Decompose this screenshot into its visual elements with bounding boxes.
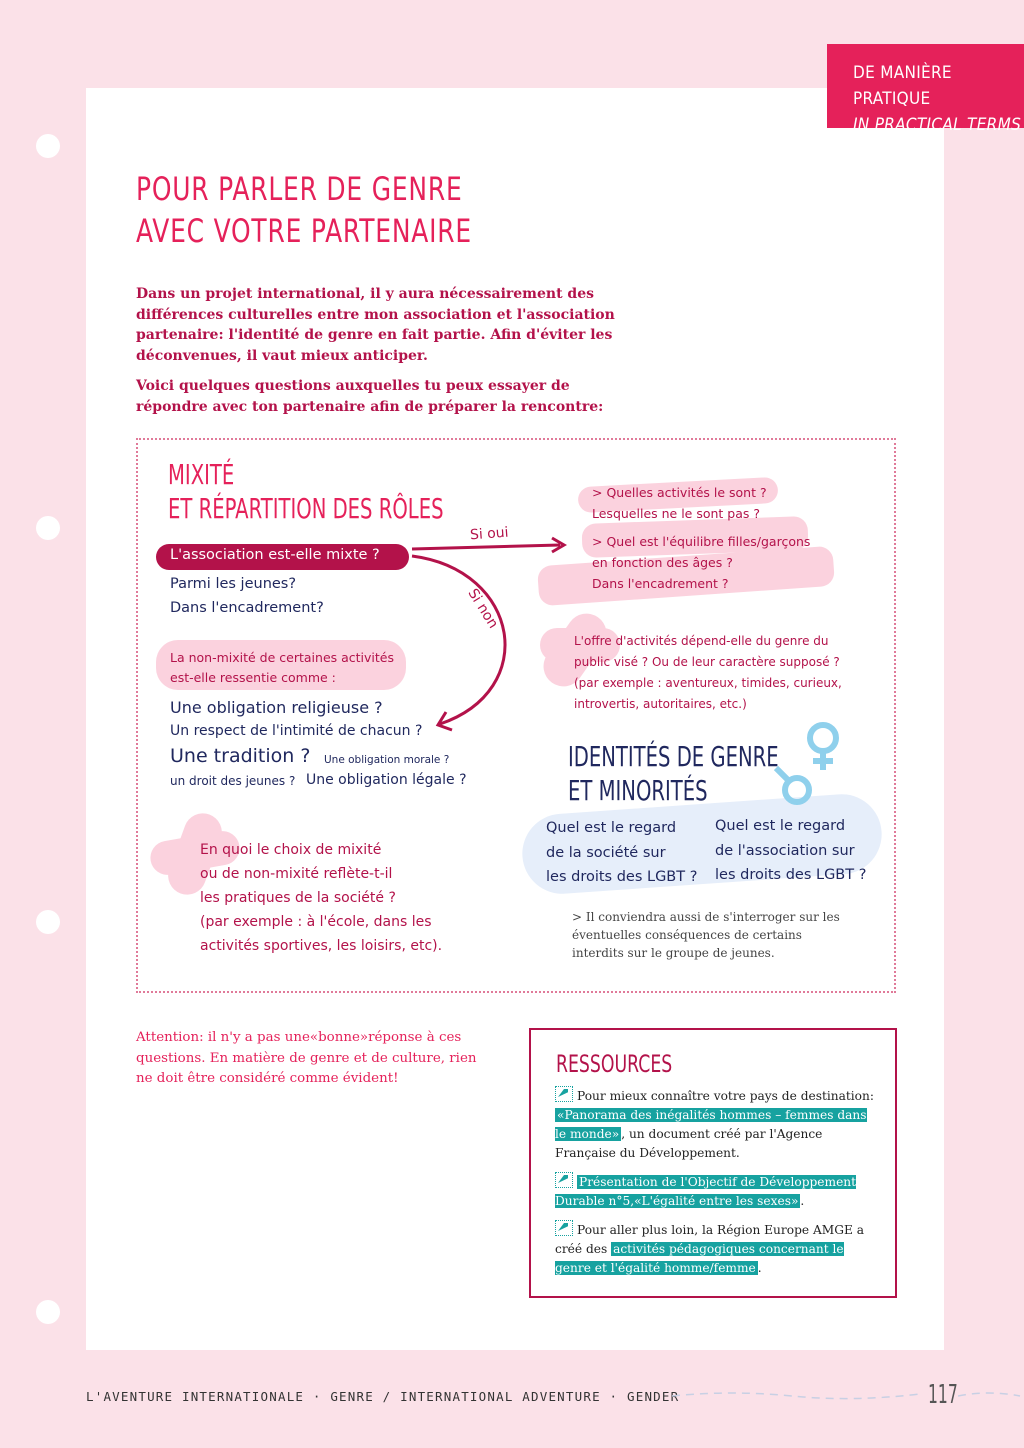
arrow-si-non xyxy=(412,556,505,724)
regard-societe-line1: Quel est le regard xyxy=(546,820,677,836)
page-footer: L'AVENTURE INTERNATIONALE · GENRE / INTERNATIONAL ADVENTURE · GENDER xyxy=(86,1389,680,1404)
nonmixite-line2: est-elle ressentie comme : xyxy=(170,670,336,685)
identites-note: > Il conviendra aussi de s'interroger sur les éventuelles conséquences de certains interdits sur le groupe de jeunes. xyxy=(572,910,840,960)
offre-line2: public visé ? Ou de leur caractère supposé ? xyxy=(574,655,840,669)
identites-title-line1: IDENTITÉS DE GENRE xyxy=(568,740,779,773)
gender-icon xyxy=(776,725,836,802)
identites-title-line2: ET MINORITÉS xyxy=(568,774,708,807)
page-number: 117 xyxy=(928,1380,958,1410)
question-sub-encadrement: Dans l'encadrement? xyxy=(170,600,324,616)
question-sub-jeunes: Parmi les jeunes? xyxy=(170,576,297,592)
mixite-title xyxy=(168,458,444,526)
choix-line2: ou de non-mixité reflète-t-il xyxy=(200,866,393,882)
offre-line1: L'offre d'activités dépend-elle du genre du xyxy=(574,634,829,648)
resource-item-1 xyxy=(555,1086,877,1163)
footer-dashes xyxy=(958,1388,1022,1402)
section-tab-en: IN PRACTICAL TERMS xyxy=(853,115,1022,135)
identites-title xyxy=(568,740,779,808)
resources-title: RESSOURCES xyxy=(556,1050,673,1078)
resource-item-2 xyxy=(555,1172,877,1211)
external-link-icon xyxy=(555,1086,573,1102)
resource-1-desc: , un document créé par l'Agence Française du Développement. xyxy=(555,1127,823,1160)
resource-2-end: . xyxy=(800,1194,805,1208)
si-oui-questions xyxy=(592,482,810,594)
mixite-title-line2: ET RÉPARTITION DES RÔLES xyxy=(168,492,444,525)
option-tradition: Une tradition ? xyxy=(170,745,311,767)
regard-association-line3: les droits des LGBT ? xyxy=(715,867,867,883)
choix-line4: (par exemple : à l'école, dans les xyxy=(200,914,432,930)
page-title-line2: AVEC VOTRE PARTENAIRE xyxy=(136,212,472,250)
choix-line1: En quoi le choix de mixité xyxy=(200,842,382,858)
si-oui-line1: > Quelles activités le sont ? xyxy=(592,485,767,500)
si-oui-line5: Dans l'encadrement ? xyxy=(592,576,729,591)
option-intimite: Un respect de l'intimité de chacun ? xyxy=(170,723,423,739)
regard-association-line1: Quel est le regard xyxy=(715,818,846,834)
nonmixite-line1: La non-mixité de certaines activités xyxy=(170,650,394,665)
option-legale: Une obligation légale ? xyxy=(306,772,467,788)
label-si-oui: Si oui xyxy=(469,524,510,544)
option-morale: Une obligation morale ? xyxy=(324,754,450,766)
choix-line5: activités sportives, les loisirs, etc). xyxy=(200,938,443,954)
label-si-non: Si non xyxy=(464,586,502,632)
resource-3-end: . xyxy=(757,1261,762,1275)
question-mixte: L'association est-elle mixte ? xyxy=(170,547,380,563)
mixite-title-line1: MIXITÉ xyxy=(168,458,235,491)
resource-3-intro: Pour aller plus loin, la Région Europe AMGE a créé des xyxy=(555,1223,865,1256)
regard-association-line2: de l'association sur xyxy=(715,842,855,859)
footer-dashes xyxy=(672,1388,922,1402)
choix-mixite-question xyxy=(200,838,442,958)
nonmixite-question xyxy=(170,648,394,688)
external-link-icon xyxy=(555,1172,573,1188)
arrow-si-oui xyxy=(412,545,560,549)
regard-societe xyxy=(546,816,697,890)
page-title-line1: POUR PARLER DE GENRE xyxy=(136,170,463,208)
resource-1-link[interactable]: «Panorama des inégalités hommes – femmes dans le monde» xyxy=(555,1108,867,1141)
si-oui-line4: en fonction des âges ? xyxy=(592,555,733,570)
regard-societe-line3: les droits des LGBT ? xyxy=(546,869,698,885)
si-oui-line3: > Quel est l'équilibre filles/garçons xyxy=(592,534,811,549)
intro-paragraph-2: Voici quelques questions auxquelles tu peux essayer de répondre avec ton partenaire afin de préparer la rencontre: xyxy=(136,378,604,415)
offre-line4: introvertis, autoritaires, etc.) xyxy=(574,697,747,711)
section-tab-fr: DE MANIÈRE PRATIQUE xyxy=(853,63,952,109)
choix-line3: les pratiques de la société ? xyxy=(200,890,396,906)
external-link-icon xyxy=(555,1220,573,1236)
option-droit: un droit des jeunes ? xyxy=(170,774,296,788)
resource-item-3 xyxy=(555,1220,877,1278)
offre-line3: (par exemple : aventureux, timides, curieux, xyxy=(574,676,842,690)
si-oui-line2: Lesquelles ne le sont pas ? xyxy=(592,506,761,521)
intro-paragraph-1: Dans un projet international, il y aura nécessairement des différences culturelles entre mon association et l'association partenaire: l'identité de genre en fait partie. Afin d'éviter les déconvenues, il vaut mieux anticiper. xyxy=(136,286,615,364)
regard-association xyxy=(715,814,866,888)
attention-note: Attention: il n'y a pas une«bonne»réponse à ces questions. En matière de genre et de culture, rien ne doit être considéré comme évident! xyxy=(136,1030,477,1086)
resource-2-link[interactable]: Présentation de l'Objectif de Développement Durable n°5,«L'égalité entre les sexes» xyxy=(555,1175,857,1208)
offre-question xyxy=(574,631,842,715)
option-religieuse: Une obligation religieuse ? xyxy=(170,698,383,717)
regard-societe-line2: de la société sur xyxy=(546,844,666,861)
resource-3-link[interactable]: activités pédagogiques concernant le genre et l'égalité homme/femme xyxy=(555,1242,844,1275)
resource-1-intro: Pour mieux connaître votre pays de destination: xyxy=(577,1089,874,1103)
